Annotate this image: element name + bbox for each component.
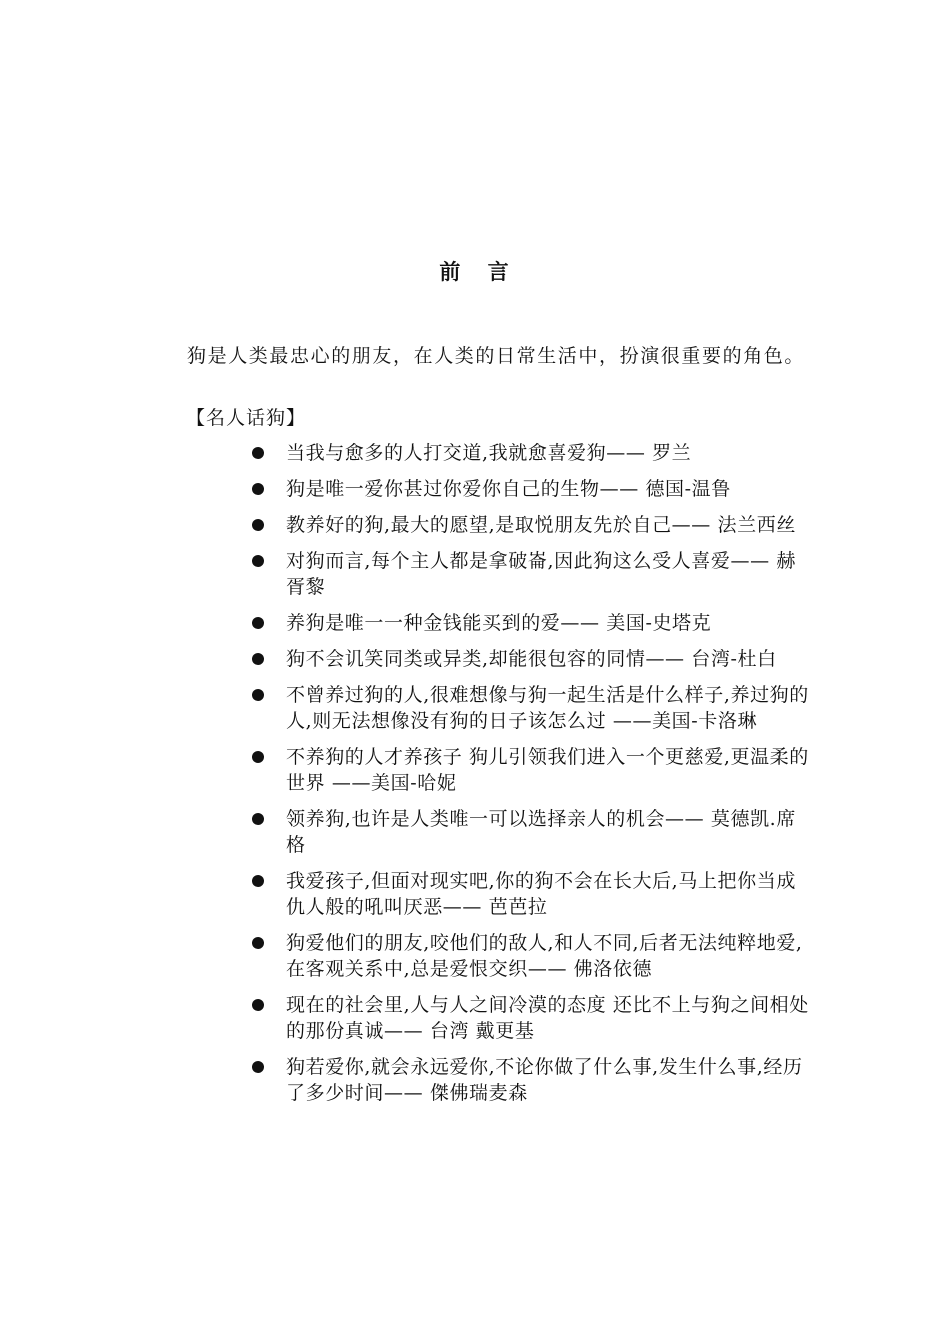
bullet-icon [252,751,264,763]
bullet-icon [252,519,264,531]
quote-text: 对狗而言,每个主人都是拿破崙,因此狗这么受人喜爱—— 赫胥黎 [286,550,796,598]
quote-item [250,1054,810,1106]
section-heading: 【名人话狗】 [186,407,307,429]
bullet-icon [252,1061,264,1073]
quote-item [250,806,810,858]
quote-list [250,440,810,1116]
quote-item [250,646,810,672]
quote-text: 狗不会讥笑同类或异类,却能很包容的同情—— 台湾-杜白 [286,648,777,670]
quote-item [250,548,810,600]
quote-item [250,610,810,636]
bullet-icon [252,813,264,825]
bullet-icon [252,555,264,567]
quote-text: 狗爱他们的朋友,咬他们的敌人,和人不同,后者无法纯粹地爱,在客观关系中,总是爱恨交织—— 佛洛依德 [286,932,803,980]
quote-item [250,682,810,734]
bullet-icon [252,937,264,949]
quote-item [250,512,810,538]
quote-text: 不养狗的人才养孩子 狗儿引领我们进入一个更慈爱,更温柔的世界 ——美国-哈妮 [286,746,809,794]
bullet-icon [252,653,264,665]
quote-item [250,476,810,502]
bullet-icon [252,617,264,629]
bullet-icon [252,483,264,495]
bullet-icon [252,875,264,887]
quote-text: 养狗是唯一一种金钱能买到的爱—— 美国-史塔克 [286,612,712,634]
quote-text: 当我与愈多的人打交道,我就愈喜爱狗—— 罗兰 [286,442,692,464]
quote-item [250,440,810,466]
quote-text: 狗是唯一爱你甚过你爱你自己的生物—— 德国-温鲁 [286,478,731,500]
quote-text: 领养狗,也许是人类唯一可以选择亲人的机会—— 莫德凯.席格 [286,808,796,856]
quote-item [250,930,810,982]
page-title: 前 言 [439,259,519,284]
quote-text: 不曾养过狗的人,很难想像与狗一起生活是什么样子,养过狗的人,则无法想像没有狗的日子该怎么过 ——美国-卡洛琳 [286,684,809,732]
quote-text: 教养好的狗,最大的愿望,是取悦朋友先於自己—— 法兰西丝 [286,514,796,536]
quote-item [250,744,810,796]
bullet-icon [252,689,264,701]
quote-item [250,868,810,920]
quote-text: 现在的社会里,人与人之间冷漠的态度 还比不上与狗之间相处的那份真诚—— 台湾 戴更基 [286,994,809,1042]
bullet-icon [252,447,264,459]
quote-item [250,992,810,1044]
intro-paragraph: 狗是人类最忠心的朋友，在人类的日常生活中，扮演很重要的角色。 [187,345,806,367]
bullet-icon [252,999,264,1011]
quote-text: 狗若爱你,就会永远爱你,不论你做了什么事,发生什么事,经历了多少时间—— 傑佛瑞麦森 [286,1056,803,1104]
quote-text: 我爱孩子,但面对现实吧,你的狗不会在长大后,马上把你当成仇人般的吼叫厌恶—— 芭芭拉 [286,870,796,918]
